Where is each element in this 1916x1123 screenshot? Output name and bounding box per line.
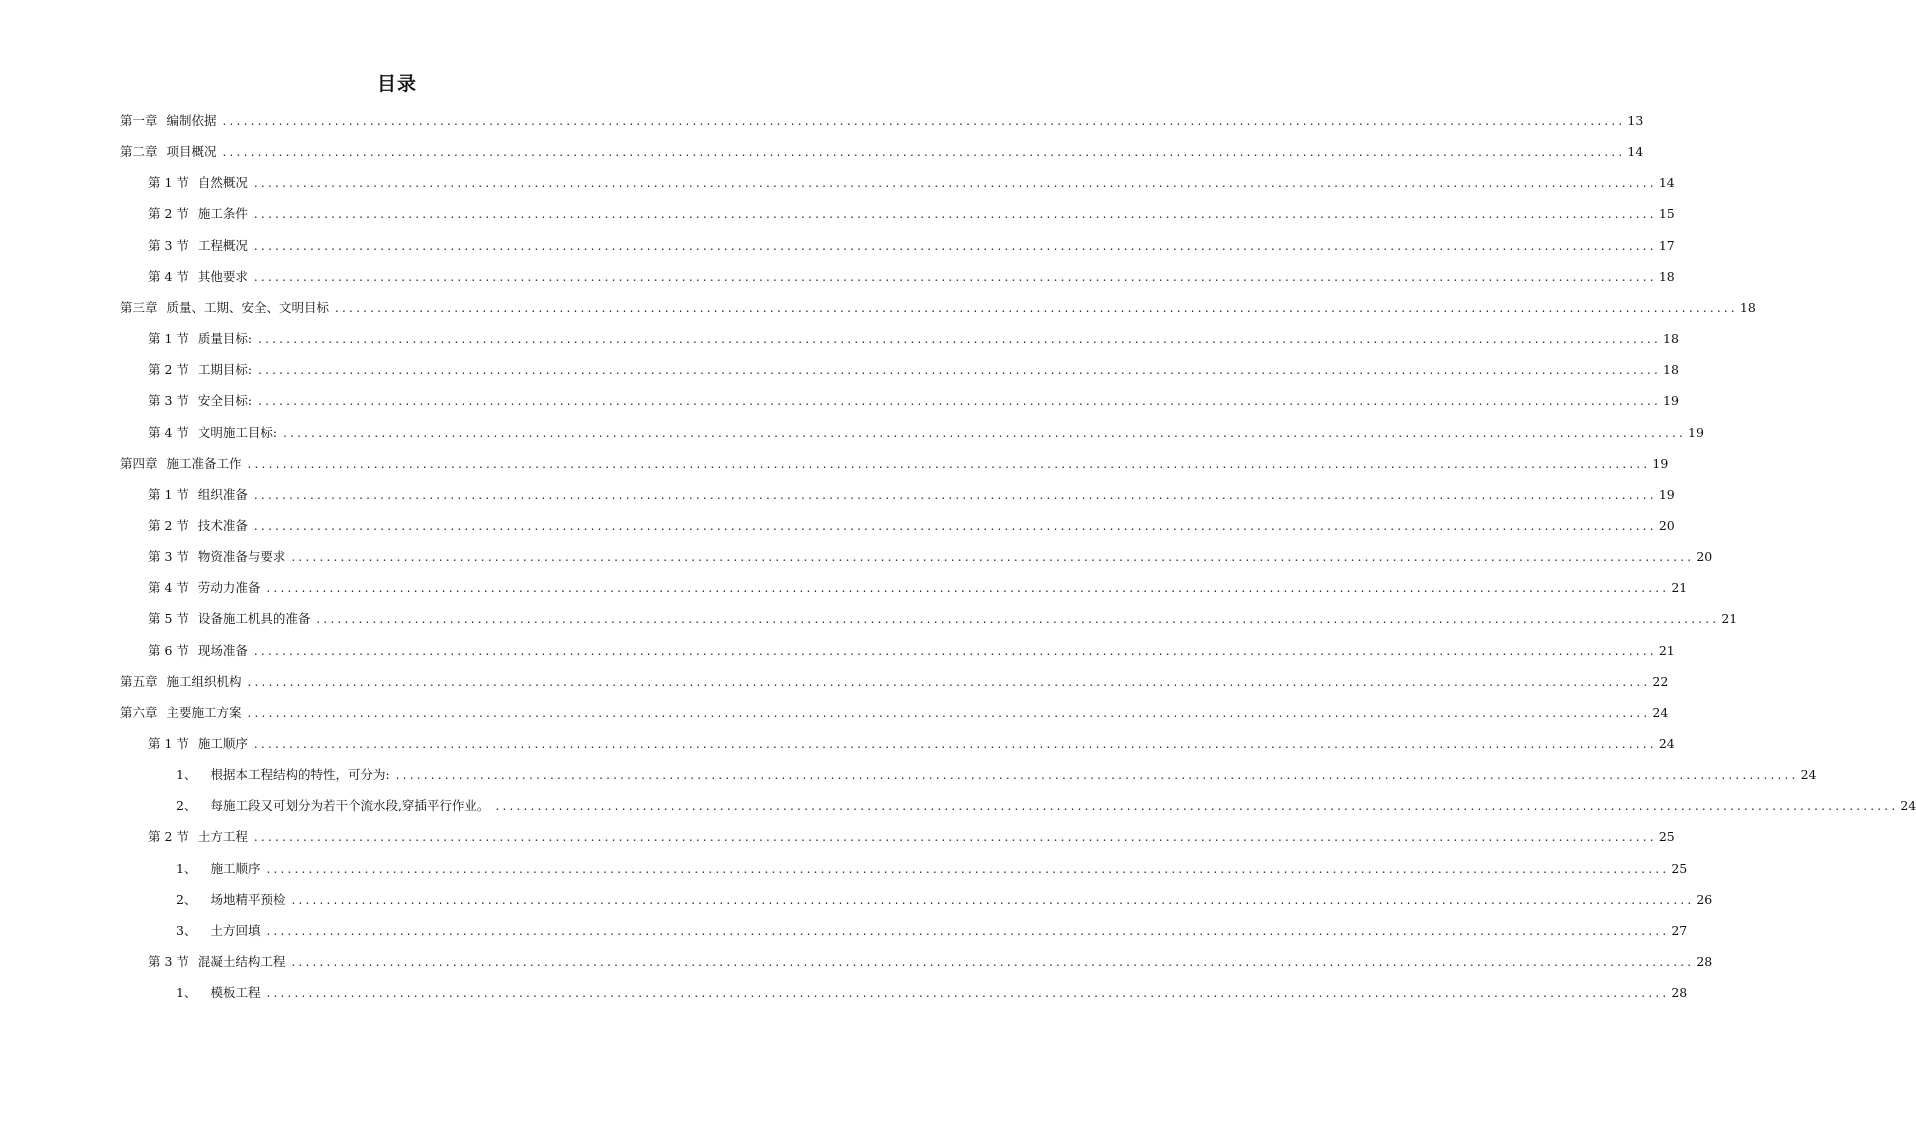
toc-entry-text: 根据本工程结构的特性，可分为: <box>210 767 390 782</box>
toc-entry-number: 第 4 节 <box>148 580 189 595</box>
toc-dot-leader: ........................................................................................................................................................................................................ <box>258 332 1662 346</box>
toc-dot-leader: ........................................................................................................................................................................................................ <box>283 426 1687 440</box>
toc-entry-text: 模板工程 <box>210 985 261 1000</box>
toc-dot-leader: ........................................................................................................................................................................................................ <box>495 799 1899 813</box>
toc-entry[interactable] <box>148 329 1679 349</box>
toc-entry-page-number: 22 <box>1652 674 1669 689</box>
toc-entry-text: 施工准备工作 <box>166 456 242 471</box>
toc-dot-leader: ........................................................................................................................................................................................................ <box>247 457 1651 471</box>
toc-entry-label <box>148 516 254 536</box>
toc-entry-page-number: 28 <box>1696 954 1713 969</box>
toc-entry[interactable] <box>148 641 1675 661</box>
toc-entry-page-number: 25 <box>1671 861 1688 876</box>
toc-entry-page-number: 21 <box>1721 611 1738 626</box>
toc-entry-number: 第三章 <box>120 300 158 315</box>
toc-entry-text: 质量目标: <box>197 331 253 346</box>
toc-entry-text: 物资准备与要求 <box>197 549 286 564</box>
toc-entry-number: 第 3 节 <box>148 238 189 253</box>
toc-entry[interactable] <box>148 547 1713 567</box>
toc-entry-label <box>176 765 396 785</box>
toc-entry-label <box>176 983 266 1003</box>
toc-entry-text: 施工顺序 <box>210 861 261 876</box>
toc-entry-text: 质量、工期、安全、文明目标 <box>166 300 330 315</box>
toc-entry-number: 第 3 节 <box>148 954 189 969</box>
toc-entry-page-number: 18 <box>1658 269 1675 284</box>
toc-entry-number: 第 6 节 <box>148 643 189 658</box>
toc-entry-page-number: 19 <box>1688 425 1704 440</box>
toc-entry-label <box>148 173 254 193</box>
toc-entry-page-number: 15 <box>1658 206 1675 221</box>
toc-entry-text: 施工组织机构 <box>166 674 242 689</box>
toc-entry-label <box>148 329 258 349</box>
toc-entry-page-number: 24 <box>1658 736 1675 751</box>
toc-entry-label <box>176 859 266 879</box>
page-title: 目录 <box>376 73 417 95</box>
toc-entry-label <box>148 485 254 505</box>
toc-entry-page-number: 21 <box>1658 643 1675 658</box>
toc-entry-number: 第 4 节 <box>148 425 189 440</box>
toc-entry-label <box>148 267 254 287</box>
toc-entry[interactable] <box>148 236 1675 256</box>
toc-entry-label <box>120 703 248 723</box>
toc-entry-label <box>120 298 335 318</box>
toc-entry-number: 1、 <box>176 861 197 876</box>
toc-dot-leader: ........................................................................................................................................................................................................ <box>291 550 1695 564</box>
toc-entry-label <box>120 142 223 162</box>
toc-entry-number: 第 3 节 <box>148 393 189 408</box>
toc-dot-leader: ........................................................................................................................................................................................................ <box>266 924 1670 938</box>
toc-entry[interactable] <box>176 983 1688 1003</box>
toc-entry-page-number: 19 <box>1652 456 1669 471</box>
toc-entry-label <box>120 672 248 692</box>
toc-entry-number: 第 2 节 <box>148 829 189 844</box>
toc-entry-text: 土方回填 <box>210 923 261 938</box>
toc-entry-number: 1、 <box>176 985 197 1000</box>
toc-dot-leader: ........................................................................................................................................................................................................ <box>253 644 1657 658</box>
toc-entry[interactable] <box>176 890 1713 910</box>
toc-dot-leader: ........................................................................................................................................................................................................ <box>253 270 1657 284</box>
toc-entry-page-number: 13 <box>1627 113 1644 128</box>
toc-entry[interactable] <box>148 423 1704 443</box>
toc-entry-text: 编制依据 <box>166 113 217 128</box>
toc-entry[interactable] <box>148 827 1675 847</box>
toc-dot-leader: ........................................................................................................................................................................................................ <box>253 488 1657 502</box>
toc-dot-leader: ........................................................................................................................................................................................................ <box>291 955 1695 969</box>
toc-entry[interactable] <box>148 734 1675 754</box>
toc-entry-number: 第 2 节 <box>148 206 189 221</box>
toc-entry-number: 1、 <box>176 767 197 782</box>
toc-entry-number: 第五章 <box>120 674 158 689</box>
toc-entry[interactable] <box>148 173 1675 193</box>
toc-entry-number: 第 1 节 <box>148 487 189 502</box>
toc-dot-leader: ........................................................................................................................................................................................................ <box>253 830 1657 844</box>
toc-entry-page-number: 17 <box>1658 238 1675 253</box>
toc-entry-text: 其他要求 <box>197 269 248 284</box>
toc-entry-page-number: 18 <box>1663 331 1679 346</box>
toc-dot-leader: ........................................................................................................................................................................................................ <box>266 581 1670 595</box>
toc-entry-label <box>148 204 254 224</box>
toc-entry-label <box>176 796 495 816</box>
toc-entry-text: 施工条件 <box>197 206 248 221</box>
toc-entry-number: 第 1 节 <box>148 331 189 346</box>
toc-dot-leader: ........................................................................................................................................................................................................ <box>253 207 1657 221</box>
toc-dot-leader: ........................................................................................................................................................................................................ <box>247 675 1651 689</box>
toc-entry-text: 混凝土结构工程 <box>197 954 286 969</box>
toc-entry-text: 现场准备 <box>197 643 248 658</box>
toc-entry-label <box>120 111 223 131</box>
toc-entry-label <box>148 360 258 380</box>
toc-entry[interactable] <box>148 485 1675 505</box>
toc-dot-leader: ........................................................................................................................................................................................................ <box>253 519 1657 533</box>
toc-entry[interactable] <box>120 454 1669 474</box>
toc-dot-leader: ........................................................................................................................................................................................................ <box>253 239 1657 253</box>
toc-entry-page-number: 20 <box>1658 518 1675 533</box>
toc-entry-label <box>148 236 254 256</box>
toc-entry-text: 项目概况 <box>166 144 217 159</box>
toc-dot-leader: ........................................................................................................................................................................................................ <box>316 612 1720 626</box>
toc-entry[interactable] <box>176 796 1916 816</box>
toc-entry-text: 组织准备 <box>197 487 248 502</box>
toc-entry-page-number: 26 <box>1696 892 1713 907</box>
toc-entry-text: 安全目标: <box>197 393 253 408</box>
toc-entry-label <box>176 921 266 941</box>
toc-entry[interactable] <box>176 859 1688 879</box>
toc-dot-leader: ........................................................................................................................................................................................................ <box>253 176 1657 190</box>
toc-entry-number: 第 1 节 <box>148 736 189 751</box>
toc-entry-label <box>148 952 291 972</box>
toc-entry[interactable] <box>120 111 1644 131</box>
toc-dot-leader: ........................................................................................................................................................................................................ <box>258 363 1662 377</box>
toc-dot-leader: ........................................................................................................................................................................................................ <box>247 706 1651 720</box>
toc-dot-leader: ........................................................................................................................................................................................................ <box>258 394 1662 408</box>
toc-entry-number: 第六章 <box>120 705 158 720</box>
toc-entry[interactable] <box>148 391 1679 411</box>
toc-entry-text: 每施工段又可划分为若干个流水段,穿插平行作业。 <box>210 798 490 813</box>
toc-entry-number: 第 2 节 <box>148 362 189 377</box>
toc-entry-text: 技术准备 <box>197 518 248 533</box>
toc-entry-label <box>148 827 254 847</box>
toc-entry-page-number: 24 <box>1800 767 1817 782</box>
toc-entry-number: 第 1 节 <box>148 175 189 190</box>
toc-entry-text: 工程概况 <box>197 238 248 253</box>
toc-entry-label <box>148 609 316 629</box>
toc-entry-page-number: 24 <box>1652 705 1669 720</box>
toc-entry[interactable] <box>120 298 1756 318</box>
toc-entry-page-number: 20 <box>1696 549 1713 564</box>
toc-dot-leader: ........................................................................................................................................................................................................ <box>291 893 1695 907</box>
toc-entry-page-number: 19 <box>1663 393 1679 408</box>
toc-entry-text: 劳动力准备 <box>197 580 261 595</box>
toc-entry-label <box>148 423 283 443</box>
toc-entry-text: 施工顺序 <box>197 736 248 751</box>
toc-entry-text: 设备施工机具的准备 <box>197 611 311 626</box>
toc-entry-text: 土方工程 <box>197 829 248 844</box>
toc-entry-number: 第二章 <box>120 144 158 159</box>
toc-entry-number: 第 2 节 <box>148 518 189 533</box>
toc-entry-number: 第一章 <box>120 113 158 128</box>
toc-entry-text: 场地精平预检 <box>210 892 286 907</box>
toc-entry-page-number: 24 <box>1900 798 1916 813</box>
toc-entry[interactable] <box>148 952 1713 972</box>
toc-entry-number: 第 4 节 <box>148 269 189 284</box>
toc-entry-page-number: 25 <box>1658 829 1675 844</box>
toc-entry[interactable] <box>148 609 1738 629</box>
toc-entry-page-number: 18 <box>1739 300 1756 315</box>
toc-dot-leader: ........................................................................................................................................................................................................ <box>253 737 1657 751</box>
toc-entry-text: 工期目标: <box>197 362 253 377</box>
toc-entry-page-number: 18 <box>1663 362 1679 377</box>
toc-entry-label <box>148 641 254 661</box>
toc-entry-label <box>148 547 291 567</box>
toc-entry[interactable] <box>148 267 1675 287</box>
toc-entry-page-number: 21 <box>1671 580 1688 595</box>
toc-entry-page-number: 19 <box>1658 487 1675 502</box>
toc-entry-number: 第 5 节 <box>148 611 189 626</box>
toc-dot-leader: ........................................................................................................................................................................................................ <box>266 986 1670 1000</box>
toc-entry-number: 2、 <box>176 892 197 907</box>
toc-entry-label <box>120 454 248 474</box>
toc-entry-page-number: 28 <box>1671 985 1688 1000</box>
toc-entry-text: 自然概况 <box>197 175 248 190</box>
toc-dot-leader: ........................................................................................................................................................................................................ <box>335 301 1738 315</box>
toc-entry[interactable] <box>176 765 1817 785</box>
toc-entry-page-number: 14 <box>1658 175 1675 190</box>
toc-entry[interactable] <box>120 703 1669 723</box>
toc-dot-leader: ........................................................................................................................................................................................................ <box>266 862 1670 876</box>
toc-entry[interactable] <box>176 921 1688 941</box>
toc-entry[interactable] <box>120 672 1669 692</box>
toc-entry-label <box>176 890 291 910</box>
toc-entry-number: 3、 <box>176 923 197 938</box>
toc-entry-text: 主要施工方案 <box>166 705 242 720</box>
toc-entry-label <box>148 391 258 411</box>
toc-entry-number: 第四章 <box>120 456 158 471</box>
toc-dot-leader: ........................................................................................................................................................................................................ <box>222 114 1626 128</box>
toc-entry[interactable] <box>120 142 1644 162</box>
toc-entry[interactable] <box>148 360 1679 380</box>
toc-entry-label <box>148 578 266 598</box>
toc-entry[interactable] <box>148 578 1688 598</box>
toc-entry-page-number: 27 <box>1671 923 1688 938</box>
toc-entry-text: 文明施工目标: <box>197 425 278 440</box>
toc-entry-page-number: 14 <box>1627 144 1644 159</box>
toc-entry[interactable] <box>148 204 1675 224</box>
toc-entry[interactable] <box>148 516 1675 536</box>
toc-entry-label <box>148 734 254 754</box>
toc-entry-number: 第 3 节 <box>148 549 189 564</box>
toc-entry-number: 2、 <box>176 798 197 813</box>
toc-dot-leader: ........................................................................................................................................................................................................ <box>395 768 1799 782</box>
toc-dot-leader: ........................................................................................................................................................................................................ <box>222 145 1626 159</box>
